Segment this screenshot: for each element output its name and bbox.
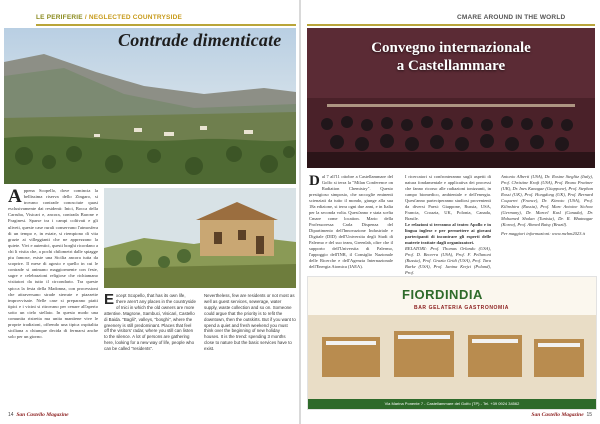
article-title-line-2: a Castellammare xyxy=(396,58,506,74)
section-header: CMARE AROUND IN THE WORLD xyxy=(457,14,566,21)
english-summary xyxy=(104,293,296,411)
magazine-name: San Castello Magazine xyxy=(16,412,69,418)
more-info-link[interactable]: Per maggiori informazioni: www.mchm2023.it xyxy=(501,231,586,236)
farmhouse-photo xyxy=(104,188,296,288)
section-header: LE PERIFERIE / NEGLECTED COUNTRYSIDE xyxy=(36,14,183,21)
magazine-name: San Castello Magazine xyxy=(531,412,584,418)
section-label: LE PERIFERIE xyxy=(36,14,83,21)
shop-tagline: BAR GELATERIA GASTRONOMIA xyxy=(414,305,509,311)
conference-photo xyxy=(307,28,595,168)
shop-address: Via Marina Ponente 7 - Castellammare del Golfo (TP) - Tel. +39 0924 34562 xyxy=(308,399,596,409)
english-dropcap: E xyxy=(104,291,115,308)
page-number: 15 xyxy=(586,412,592,418)
header-rule xyxy=(36,24,296,26)
page-number: 14 xyxy=(8,412,14,418)
right-footer xyxy=(531,412,592,418)
article-column-2: I ricercatori si confronteranno sugli aspetti di natura fondamentale e applicativa dei processi che fanno ricorso alle radiazioni ionizzanti, in campo biomedico, ambientale e dell'energia. Quest'anno parteciperanno studiosi provenienti da diversi Paesi: Giappone, Russia, USA, Francia, Croazia, UK, Polonia, Canada, Brasile. Le relazioni si terranno al teatro Apollo e in lingua inglese e per permettere ai giovani partecipanti di incontrare gli esperti delle materie trattate dagli organizzatori. RELATORI: Prof. Thomas Orlando (USA), Prof. D. Becerra (USA), Prof. F. Pellanoni (Russia), Prof. Grazia Gridi (USA), Prof. Tara Burke (USA), Prof. Janina Krejci (Poland), Prof. xyxy=(405,174,491,275)
left-footer xyxy=(8,412,69,418)
dropcap: A xyxy=(8,186,22,207)
english-column-1: Except Scopello, that has its own life, there aren't any places in the countryside of Inici in which the old owners are more attentive. Magrone, Sambuci, Visicari, Castello di Baida. "Baglii", valleys, "bosghi", where the greenery is still predominant. Places that feel off the visitors' radar, where you still can listen to the silence. A lot of persons are gathering here, looking for a new way of life, people who can be called "residents". xyxy=(104,291,196,352)
article-title-line-1: Convegno internazionale xyxy=(371,40,531,56)
left-page xyxy=(0,0,299,424)
shop-logo: FIORDINDIA xyxy=(402,287,483,302)
dropcap: D xyxy=(309,173,320,189)
english-column-2: Nevertheless, few are residents or not most as well as guest services, sewerage, water supply, waste collection and so on. Someone could argue that the priority is to refit the downtown, then the outskirts. But if you want to spend a quiet and fresh weekend you must think over the beginning of new holiday houses. It is the trend: spending 3 months close to nature but the basic services have to exist. xyxy=(204,293,296,352)
article-column-3: Antonio Alberti (USA), Dr. Rosine Steglitz (Italy), Prof. Christine Kraft (USA), Prof. Bruno Pratiner (UK), Dr. Ines Kanagae (Giappone), Prof. Stephan Rossi (UK), Prof. Hongdong (UK), Prof. Bernard Coqueret (France), Dr. Kimoto (USA), Prof. Kilinshira (Russia), Prof. Marc Antoine Sichow (Germany), Dr. Marcel Kusl (Canada), Dr. Mohamed Shalan (Tunisia), Dr. R. Bhatnagar (Korea), Prof. Ahmed Baisy (Brazil). Per maggiori informazioni: www.mchm2023.it xyxy=(501,174,593,236)
advertisement xyxy=(307,276,597,410)
header-rule xyxy=(307,24,595,26)
article-column-1: Appena Scopello, dove comincia la bellissima riserva dello Zingaro, si trovano contrade conosciute quasi esclusivamente dai residenti: Inici, Bocca della Carruba, Visicari e, ancora, contrada Barone e Fraginesi. Sparse tra i campi coltivati e gli uliveti, queste case rurali conservano l'atmosfera di un tempo e, in estate, si riempiono di vita grazie ai villeggianti che ne apprezzano la quiete. Vivi e autentici, questi borghi ricordano a chi li visita che, a pochi chilometri dalle spiagge piu famose, esiste una Sicilia ancora tutta da scoprire. Il mese di agosto e quello in cui le contrade si animano maggiormente con feste, sagre e celebrazioni religiose che richiamano visitatori da tutto il circondario. Tra queste spicca la festa della Madonna, con processioni che attraversano strade sterrate e piazzette improvvisate. Nelle case si preparano piatti tipici e i vicini si ritrovano per cenare all'aperto sotto un cielo stellato. In questo modo una comunita ristretta ma unita mantiene vive le proprie tradizioni, offrendo una tipica ospitalita siciliana a chiunque decida di fermarsi anche solo per un giorno. xyxy=(8,186,98,340)
countryside-photo xyxy=(4,28,296,184)
article-column-1: Dal 7 all'11 ottobre a Castellammare del Golfo si terra la "Milan Conference on Radiation Chemistry". Questo prestigioso simposio, che raccoglie eminenti scienziati da tutto il mondo, giunge alla sua 18a edizione, si terra ogni due anni, e in Italia per la seconda volta. Quest'anno e stata scelta Cmare come location. Mario della Professoressa Carla Dispenza del Dipartimento dell'Innovazione Industriale e Digitale (DID) dell'Universita degli Studi di Palermo e del suo team, Greenlab, oltre che il supporto dell'Universita di Palermo, l'appoggio dell'INR, il Consiglio Nazionale delle Ricerche e dell'Agenzia Internazionale dell'Energia Atomica (IAEA). xyxy=(309,173,393,269)
article-title: Contrade dimenticate xyxy=(118,30,282,50)
right-page xyxy=(301,0,600,424)
section-sublabel: NEGLECTED COUNTRYSIDE xyxy=(88,14,183,21)
